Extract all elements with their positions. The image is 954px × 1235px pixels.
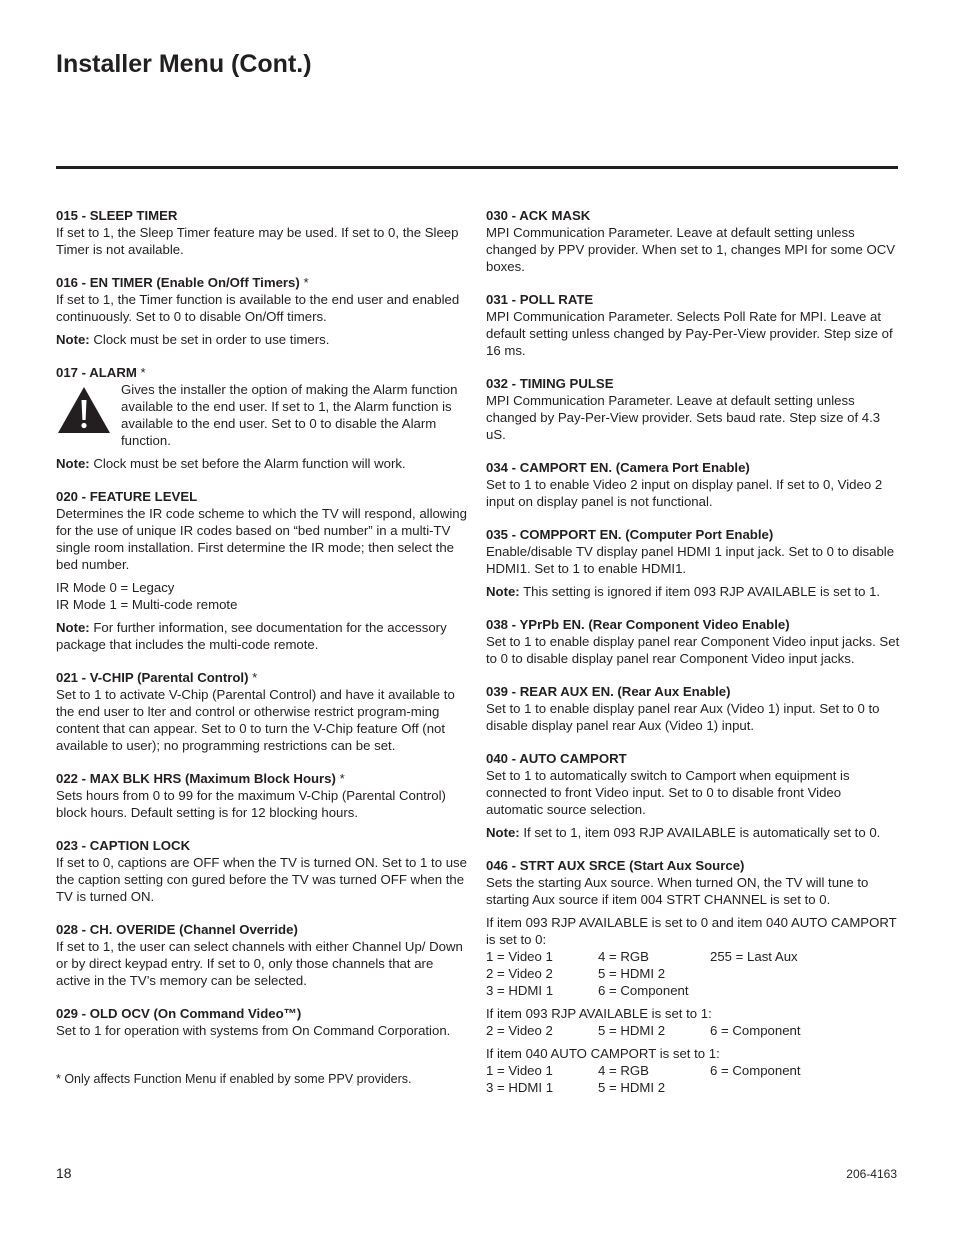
case-1-text: If item 093 RJP AVAILABLE is set to 0 and item 040 AUTO CAMPORT is set to 0: xyxy=(486,915,897,947)
page-title: Installer Menu (Cont.) xyxy=(56,50,312,78)
case-2-text: If item 093 RJP AVAILABLE is set to 1: xyxy=(486,1006,712,1021)
case-3-text: If item 040 AUTO CAMPORT is set to 1: xyxy=(486,1046,720,1061)
section-body: Set to 1 to enable display panel rear Component Video input jacks. Set to 0 to disable display panel rear Component Video input jacks. xyxy=(486,634,900,666)
section-body: If set to 1, the Timer function is available to the end user and enabled continuously. Set to 0 to disable On/Off timers. xyxy=(56,292,460,324)
section-body: MPI Communication Parameter. Leave at default setting unless changed by PPV provider. When set to 1, changes MPI for some OCV boxes. xyxy=(486,225,896,274)
table-cell xyxy=(710,1079,822,1096)
section-body: If set to 1, the user can select channels with either Channel Up/ Down or by direct keypad entry. If set to 0, only those channels that are active in the TV’s memory can be selected. xyxy=(56,939,463,988)
section-035 xyxy=(486,526,900,600)
section-heading: 020 - FEATURE LEVEL xyxy=(56,489,198,504)
section-022 xyxy=(56,770,470,821)
section-heading: 022 - MAX BLK HRS (Maximum Block Hours) * xyxy=(56,771,345,786)
section-body: Sets the starting Aux source. When turned ON, the TV will tune to starting Aux source if item 004 STRT CHANNEL is set to 0. xyxy=(486,875,869,907)
section-body: Sets hours from 0 to 99 for the maximum V-Chip (Parental Control) block hours. Default setting is for 12 blocking hours. xyxy=(56,788,446,820)
section-heading: 039 - REAR AUX EN. (Rear Aux Enable) xyxy=(486,684,731,699)
section-heading: 030 - ACK MASK xyxy=(486,208,591,223)
document-number: 206-4163 xyxy=(846,1167,897,1181)
source-table-1 xyxy=(486,948,900,999)
section-body: Determines the IR code scheme to which the TV will respond, allowing for the use of unique IR codes based on “bed number” in a multi-TV single room installation. First determine the IR mode; then select the bed number. xyxy=(56,506,467,572)
source-table-3 xyxy=(486,1062,900,1096)
section-028 xyxy=(56,921,470,989)
section-heading: 032 - TIMING PULSE xyxy=(486,376,614,391)
section-heading: 046 - STRT AUX SRCE (Start Aux Source) xyxy=(486,858,745,873)
section-031 xyxy=(486,291,900,359)
footnote: * Only affects Function Menu if enabled by some PPV providers. xyxy=(56,1072,412,1086)
section-body: If set to 1, the Sleep Timer feature may be used. If set to 0, the Sleep Timer is not available. xyxy=(56,225,459,257)
section-heading: 028 - CH. OVERIDE (Channel Override) xyxy=(56,922,298,937)
warning-icon xyxy=(56,381,121,449)
section-038 xyxy=(486,616,900,667)
ir-mode-0: IR Mode 0 = Legacy xyxy=(56,580,175,595)
section-body: Set to 1 to activate V-Chip (Parental Control) and have it available to the end user to lter and control or otherwise restrict program-ming content that can appear. Set to 0 to turn the V-Chip feature Off (not available to user); no programming restrictions can be set. xyxy=(56,687,455,753)
section-body: Set to 1 to enable Video 2 input on display panel. If set to 0, Video 2 input on display panel is not functional. xyxy=(486,477,883,509)
section-020 xyxy=(56,488,470,653)
table-cell xyxy=(710,965,822,982)
section-body: MPI Communication Parameter. Leave at default setting unless changed by Pay-Per-View provider. Sets baud rate. Step size of 4.3 uS. xyxy=(486,393,881,442)
table-cell: 3 = HDMI 1 xyxy=(486,983,554,998)
section-note: Note: This setting is ignored if item 093 RJP AVAILABLE is set to 1. xyxy=(486,584,881,599)
section-heading: 040 - AUTO CAMPORT xyxy=(486,751,627,766)
table-cell: 4 = RGB xyxy=(598,1063,649,1078)
table-cell: 5 = HDMI 2 xyxy=(598,1023,666,1038)
table-cell: 2 = Video 2 xyxy=(486,1023,553,1038)
table-cell: 255 = Last Aux xyxy=(710,949,798,964)
section-body: Set to 1 to automatically switch to Camport when equipment is connected to front Video input. Set to 0 to disable front Video automatic source selection. xyxy=(486,768,850,817)
section-note: Note: Clock must be set before the Alarm function will work. xyxy=(56,456,406,471)
right-column xyxy=(486,207,900,1112)
section-body: Enable/disable TV display panel HDMI 1 input jack. Set to 0 to disable HDMI1. Set to 1 to enable HDMI1. xyxy=(486,544,895,576)
table-cell xyxy=(710,982,822,999)
section-039 xyxy=(486,683,900,734)
table-cell: 5 = HDMI 2 xyxy=(598,966,666,981)
section-body: MPI Communication Parameter. Selects Poll Rate for MPI. Leave at default setting unless changed by Pay-Per-View provider. Step size of 16 ms. xyxy=(486,309,893,358)
table-cell: 6 = Component xyxy=(598,983,689,998)
section-heading: 038 - YPrPb EN. (Rear Component Video Enable) xyxy=(486,617,790,632)
section-heading: 015 - SLEEP TIMER xyxy=(56,208,178,223)
section-body: Set to 1 to enable display panel rear Aux (Video 1) input. Set to 0 to disable display panel rear Aux (Video 1) input. xyxy=(486,701,880,733)
ir-mode-1: IR Mode 1 = Multi-code remote xyxy=(56,597,238,612)
section-heading: 029 - OLD OCV (On Command Video™) xyxy=(56,1006,302,1021)
section-017 xyxy=(56,364,470,472)
section-body: If set to 0, captions are OFF when the TV is turned ON. Set to 1 to use the caption setting con gured before the TV was turned OFF when the TV is turned ON. xyxy=(56,855,467,904)
section-body: Gives the installer the option of making the Alarm function available to the end user. If set to 1, the Alarm function is available to the end user. Set to 0 to disable the Alarm function. xyxy=(121,382,458,448)
section-note: Note: If set to 1, item 093 RJP AVAILABLE is automatically set to 0. xyxy=(486,825,881,840)
section-heading: 023 - CAPTION LOCK xyxy=(56,838,191,853)
page-number: 18 xyxy=(56,1165,72,1181)
section-heading: 021 - V-CHIP (Parental Control) * xyxy=(56,670,258,685)
section-032 xyxy=(486,375,900,443)
table-cell: 1 = Video 1 xyxy=(486,949,553,964)
section-note: Note: For further information, see documentation for the accessory package that includes the multi-code remote. xyxy=(56,620,447,652)
section-030 xyxy=(486,207,900,275)
section-046 xyxy=(486,857,900,1096)
source-table-2 xyxy=(486,1022,900,1039)
table-cell: 2 = Video 2 xyxy=(486,966,553,981)
table-cell: 6 = Component xyxy=(710,1023,801,1038)
section-023 xyxy=(56,837,470,905)
table-cell: 3 = HDMI 1 xyxy=(486,1080,554,1095)
table-cell: 5 = HDMI 2 xyxy=(598,1080,666,1095)
section-021 xyxy=(56,669,470,754)
section-034 xyxy=(486,459,900,510)
section-note: Note: Clock must be set in order to use timers. xyxy=(56,332,330,347)
section-body: Set to 1 for operation with systems from On Command Corporation. xyxy=(56,1023,451,1038)
section-heading: 035 - COMPPORT EN. (Computer Port Enable) xyxy=(486,527,774,542)
section-040 xyxy=(486,750,900,841)
left-column xyxy=(56,207,470,1088)
table-cell: 6 = Component xyxy=(710,1063,801,1078)
section-heading: 031 - POLL RATE xyxy=(486,292,594,307)
section-heading: 016 - EN TIMER (Enable On/Off Timers) * xyxy=(56,275,309,290)
section-heading: 017 - ALARM * xyxy=(56,365,146,380)
section-029 xyxy=(56,1005,470,1039)
table-cell: 1 = Video 1 xyxy=(486,1063,553,1078)
section-016 xyxy=(56,274,470,348)
header-rule xyxy=(56,166,898,169)
section-heading: 034 - CAMPORT EN. (Camera Port Enable) xyxy=(486,460,750,475)
table-cell: 4 = RGB xyxy=(598,949,649,964)
section-015 xyxy=(56,207,470,258)
